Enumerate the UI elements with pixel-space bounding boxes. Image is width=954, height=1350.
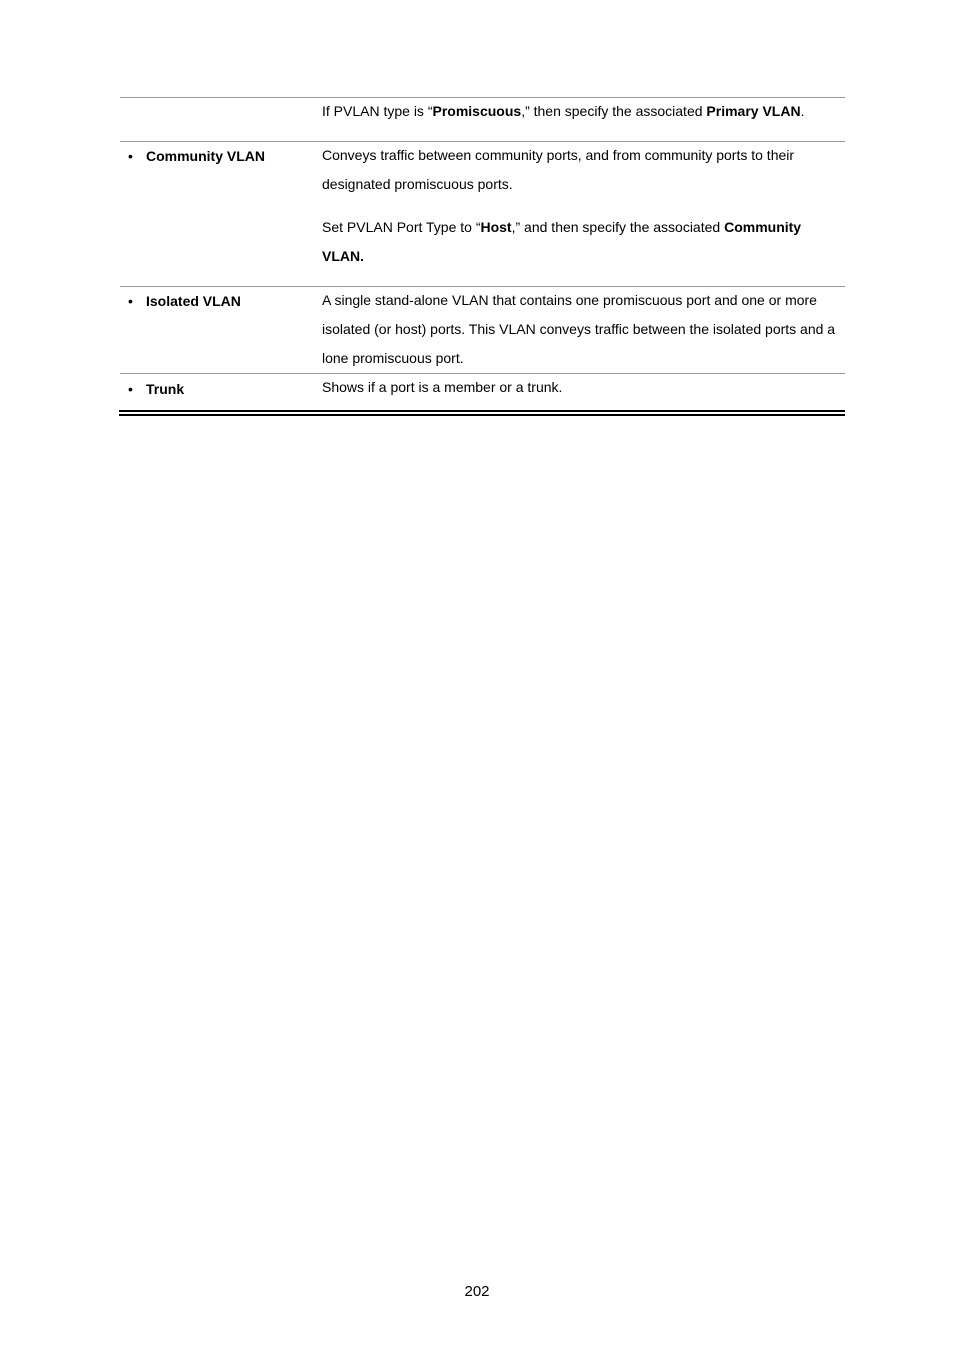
term-isolated-vlan — [128, 292, 241, 310]
term-community-vlan — [128, 147, 265, 165]
term-label: Trunk — [146, 381, 185, 397]
bullet-icon: • — [128, 381, 133, 397]
term-trunk — [128, 380, 184, 398]
community-vlan-description — [322, 141, 842, 271]
desc-line: If PVLAN type is “Promiscuous,” then specify the associated Primary VLAN. — [322, 103, 805, 119]
term-label: Community VLAN — [146, 148, 265, 164]
desc-paragraph: A single stand-alone VLAN that contains one promiscuous port and one or more isolated (or host) ports. This VLAN conveys traffic between the isolated ports and a lone promiscuous port. — [322, 292, 836, 366]
table-bottom-rule-double — [119, 414, 845, 416]
page-number: 202 — [464, 1283, 490, 1300]
desc-paragraph: Conveys traffic between community ports, and from community ports to their designated promiscuous ports. — [322, 147, 795, 192]
table-bottom-rule — [119, 410, 845, 412]
isolated-vlan-description — [322, 286, 842, 373]
desc-paragraph: Set PVLAN Port Type to “Host,” and then specify the associated Community VLAN. — [322, 219, 802, 264]
bullet-icon: • — [128, 148, 133, 164]
term-label: Isolated VLAN — [146, 293, 241, 309]
bullet-icon: • — [128, 293, 133, 309]
promiscuous-description — [322, 97, 842, 126]
trunk-description — [322, 373, 842, 402]
desc-paragraph: Shows if a port is a member or a trunk. — [322, 379, 563, 395]
